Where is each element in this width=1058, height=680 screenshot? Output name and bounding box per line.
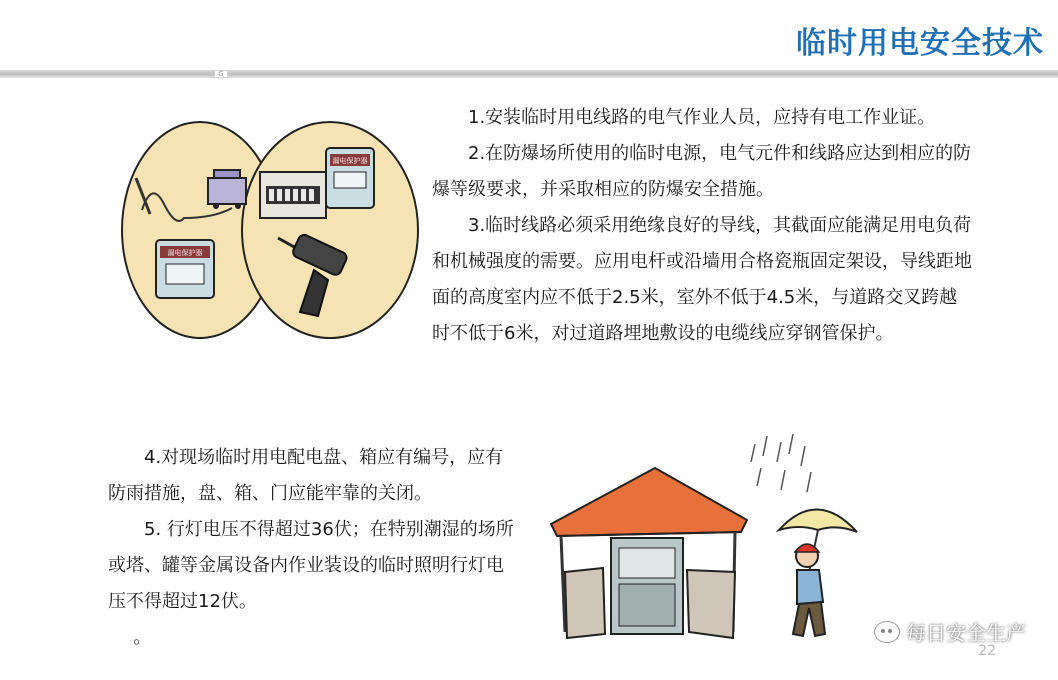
welding-machine-icon (208, 170, 246, 209)
header-divider (0, 70, 1058, 78)
tent-roof (551, 468, 747, 536)
paragraph-6: 。 (133, 627, 152, 648)
worker-icon (793, 544, 825, 636)
divider-logo-mark: G (214, 70, 228, 78)
distribution-box-icon (611, 538, 683, 634)
slide-title: 临时用电安全技术 (796, 26, 1044, 61)
wechat-icon (874, 621, 900, 643)
paragraph-5: 5. 行灯电压不得超过36伏；在特别潮湿的场所或塔、罐等金属设备内作业装设的临时照明行灯电压不得超过12伏。 (108, 519, 514, 612)
paragraph-2: 2.在防爆场所使用的临时电源，电气元件和线路应达到相应的防爆等级要求，并采取相应的防爆安全措施。 (432, 143, 972, 200)
paragraph-4: 4.对现场临时用电配电盘、箱应有编号，应有防雨措施，盘、箱、门应能牢靠的关闭。 (108, 447, 504, 504)
leakage-protector-icon-2 (156, 240, 214, 298)
source-watermark (874, 617, 1026, 646)
text-block-bottom (108, 440, 516, 656)
page-number: 22 (978, 643, 996, 659)
rain-icon (751, 434, 811, 492)
electrical-devices-illustration (118, 118, 420, 342)
rain-protection-illustration (545, 432, 865, 644)
leakage-protector-icon (326, 148, 374, 208)
device-label-bottom: 漏电保护器 (167, 249, 203, 257)
device-label-top: 漏电保护器 (332, 157, 368, 165)
breaker-panel-icon (260, 172, 326, 218)
text-block-top (432, 100, 972, 352)
paragraph-3: 3.临时线路必须采用绝缘良好的导线，其截面应能满足用电负荷和机械强度的需要。应用电杆或沿墙用合格瓷瓶固定架设，导线距地面的高度室内应不低于2.5米，室外不低于4.5米，与道路交叉跨越时不低于6米，对过道路埋地敷设的电缆线应穿钢管保护。 (432, 215, 972, 344)
watermark-text: 每日安全生产 (906, 621, 1026, 645)
paragraph-1: 1.安装临时用电线路的电气作业人员，应持有电工作业证。 (468, 107, 936, 128)
